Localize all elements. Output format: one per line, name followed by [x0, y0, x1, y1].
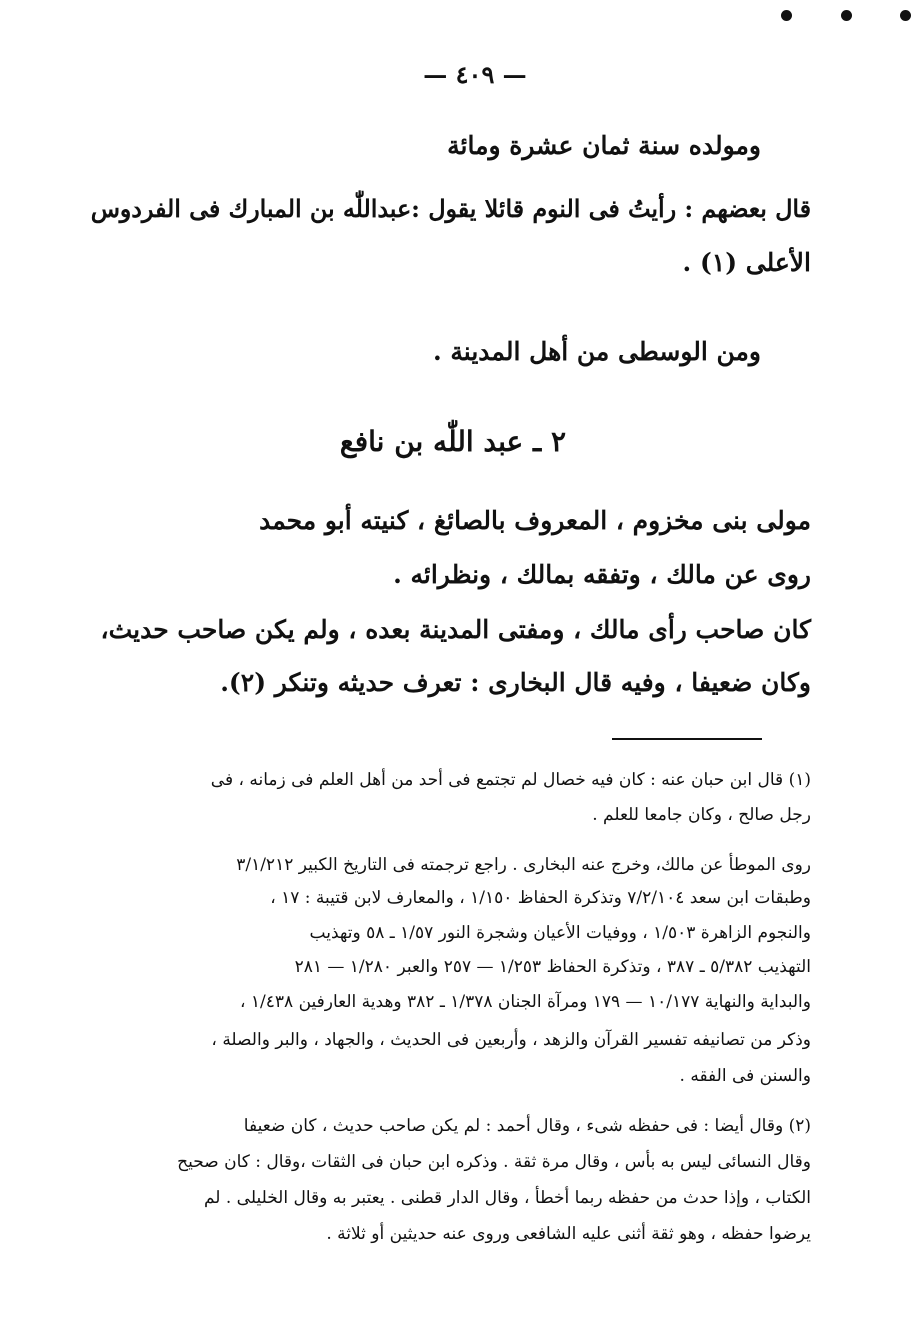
footnote-1-line: رجل صالح ، وكان جامعا للعلم .: [592, 805, 811, 825]
star-icon: [841, 10, 852, 21]
footnote-refs-line: وطبقات ابن سعد ٧/٢/١٠٤ وتذكرة الحفاظ ١/١٥٠ ، والمعارف لابن قتيبة : ١٧ ،: [270, 888, 811, 908]
star-icon: [900, 10, 911, 21]
section-intro: ومن الوسطى من أهل المدينة .: [432, 337, 761, 366]
entry-line-3: كان صاحب رأى مالك ، ومفتى المدينة بعده ، ولم يكن صاحب حديث،: [100, 615, 811, 644]
footnote-2-line: وقال النسائى ليس به بأس ، وقال مرة ثقة . وذكره ابن حبان فى الثقات ،وقال : كان صحيح: [177, 1152, 811, 1172]
footnote-refs-line: التهذيب ٥/٣٨٢ ـ ٣٨٧ ، وتذكرة الحفاظ ١/٢٥٣ — ٢٥٧ والعبر ١/٢٨٠ — ٢٨١: [294, 957, 811, 977]
footnote-refs-line: والسنن فى الفقه .: [679, 1066, 811, 1086]
entry-line-4: وكان ضعيفا ، وفيه قال البخارى : تعرف حديثه وتنكر (٢).: [220, 668, 811, 697]
footnote-refs-line: والنجوم الزاهرة ١/٥٠٣ ، ووفيات الأعيان وشجرة النور ١/٥٧ ـ ٥٨ وتهذيب: [309, 923, 811, 943]
footnote-divider: [612, 738, 762, 740]
footnote-1-line: (١) قال ابن حبان عنه : كان فيه خصال لم تجتمع فى أحد من أهل العلم فى زمانه ، فى: [210, 770, 811, 790]
footnote-2-line: (٢) وقال أيضا : فى حفظه شىء ، وقال أحمد : لم يكن صاحب حديث ، كان ضعيفا: [243, 1116, 811, 1136]
star-icon: [781, 10, 792, 21]
birth-line: ومولده سنة ثمان عشرة ومائة: [447, 131, 761, 160]
dream-line-end: الأعلى (١) .: [682, 248, 811, 277]
footnote-2-line: الكتاب ، وإذا حدث من حفظه ربما أخطأ ، وقال الدار قطنى . يعتبر به وقال الخليلى . لم: [203, 1188, 811, 1208]
footnote-refs-line: روى الموطأ عن مالك، وخرج عنه البخارى . راجع ترجمته فى التاريخ الكبير ٣/١/٢١٢: [236, 855, 811, 875]
footnote-refs-line: وذكر من تصانيفه تفسير القرآن والزهد ، وأربعين فى الحديث ، والجهاد ، والبر والصلة ،: [211, 1030, 811, 1050]
page-number: — ٤٠٩ —: [423, 60, 527, 89]
entry-heading: ٢ ـ عبد اللّٰه بن نافع: [339, 425, 566, 458]
dream-line: قال بعضهم : رأيتُ فى النوم قائلا يقول :عبداللّٰه بن المبارك فى الفردوس: [90, 195, 811, 223]
entry-line-1: مولى بنى مخزوم ، المعروف بالصائغ ، كنيته أبو محمد: [259, 506, 811, 535]
section-separator-stars: [781, 0, 911, 30]
footnote-2-line: يرضوا حفظه ، وهو ثقة أثنى عليه الشافعى وروى عنه حديثين أو ثلاثة .: [326, 1224, 811, 1244]
entry-line-2: روى عن مالك ، وتفقه بمالك ، ونظرائه .: [393, 560, 811, 589]
footnote-refs-line: والبداية والنهاية ١٠/١٧٧ — ١٧٩ ومرآة الجنان ١/٣٧٨ ـ ٣٨٢ وهدية العارفين ١/٤٣٨ ،: [240, 992, 811, 1012]
